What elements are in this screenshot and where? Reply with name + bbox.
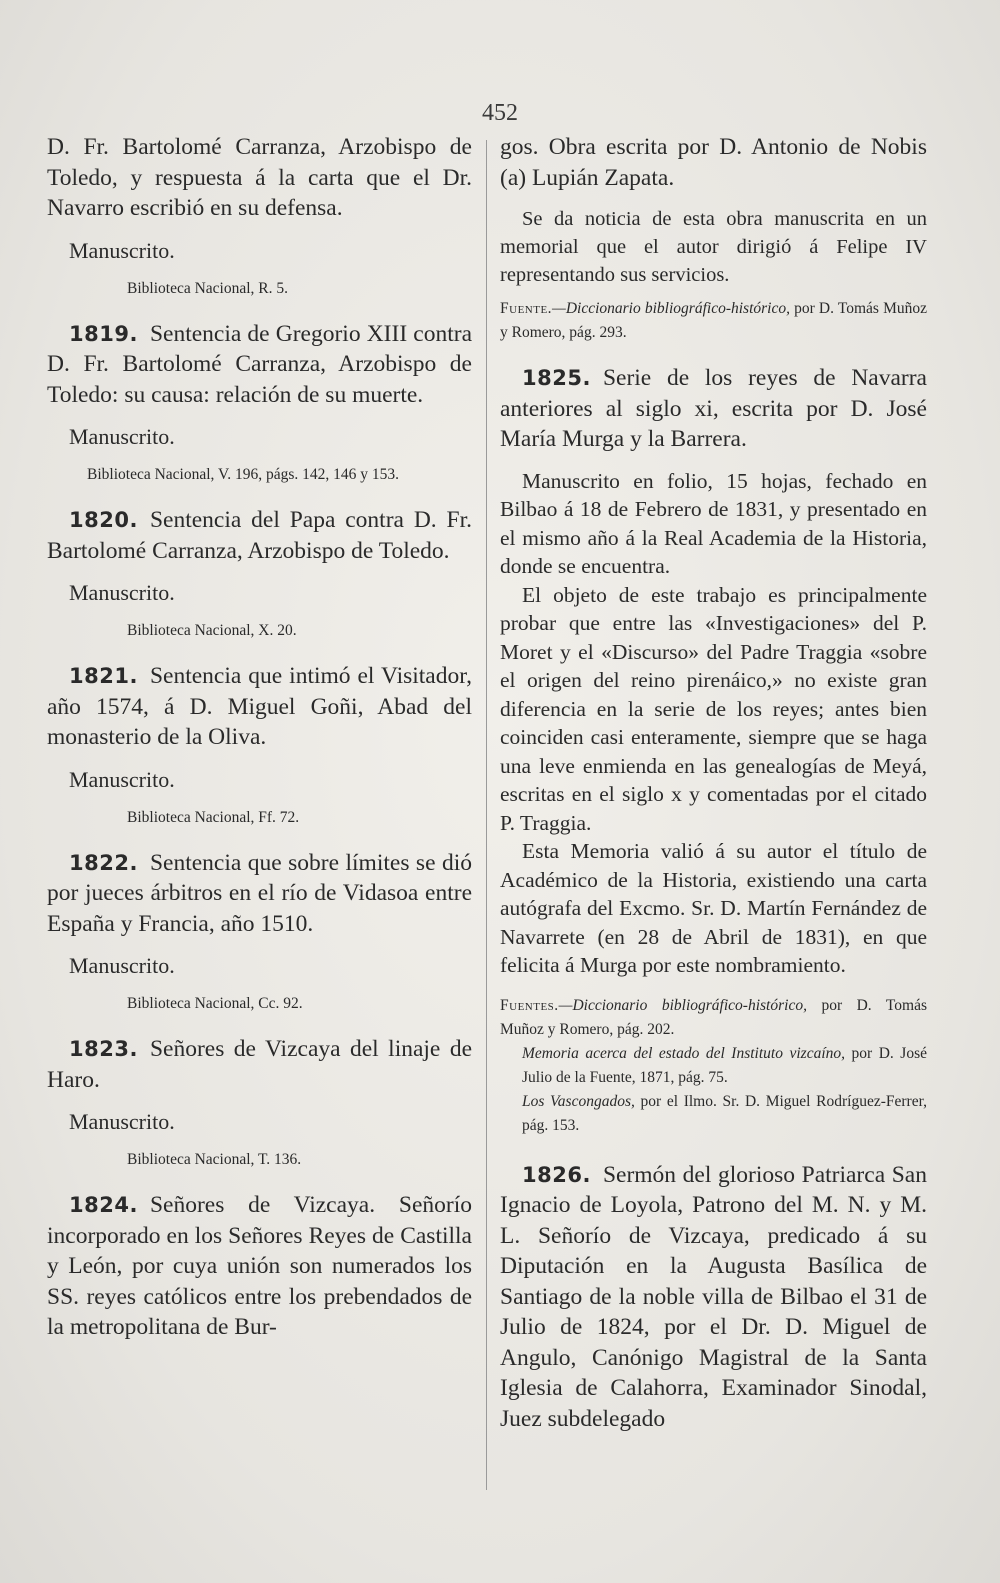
page-number: 452 xyxy=(482,100,518,126)
entry-number: 1823. xyxy=(69,1037,138,1061)
manuscript-label: Manuscrito. xyxy=(69,580,175,605)
column-divider xyxy=(486,140,487,1490)
source-detail: por D. José Julio de la Fuente, 1871, pág. 75. xyxy=(522,1044,927,1086)
library-reference: Biblioteca Nacional, Ff. 72. xyxy=(127,808,300,826)
entry-text: Sentencia de Gregorio XIII contra D. Fr. Bartolomé Carranza, Arzobispo de Toledo: su causa: relación de su muerte. xyxy=(47,320,472,408)
source-title: —Diccionario bibliográfico-histórico, xyxy=(552,300,790,317)
entry-number: 1820. xyxy=(69,508,138,532)
entry-number: 1826. xyxy=(522,1162,591,1187)
library-reference: Biblioteca Nacional, Cc. 92. xyxy=(127,995,303,1012)
manuscript-label: Manuscrito. xyxy=(69,766,175,792)
manuscript-label: Manuscrito. xyxy=(69,953,175,978)
library-reference: Biblioteca Nacional, X. 20. xyxy=(127,622,297,639)
entry-number: 1824. xyxy=(69,1193,138,1217)
catalog-entry-1826 xyxy=(500,1160,927,1435)
catalog-entry-1820 xyxy=(47,505,472,643)
source-title: Los Vascongados, xyxy=(522,1092,635,1110)
right-column xyxy=(500,132,927,1434)
catalog-entry-1823 xyxy=(47,1034,472,1172)
manuscript-label: Manuscrito. xyxy=(69,424,175,449)
source-lead: Fuentes. xyxy=(500,996,559,1014)
entry-text: Sermón del glorioso Patriarca San Ignacio de Loyola, Patrono del M. N. y M. L. Señorío de Vizcaya, predicado á su Diputación en la Augusta Basílica de Santiago de la noble villa de Bilbao el 31 de Julio de 1824, por el Dr. D. Miguel de Angulo, Canónigo Magistral de la Santa Iglesia de Calahorra, Examinador Sinodal, Juez subdelegado xyxy=(500,1161,927,1432)
source-detail: por el Ilmo. Sr. D. Miguel Rodríguez-Ferrer, pág. 153. xyxy=(522,1092,927,1134)
entry-text: Señores de Vizcaya del linaje de Haro. xyxy=(47,1036,472,1093)
source-title: Memoria acerca del estado del Instituto vizcaíno, xyxy=(522,1044,846,1062)
entry-text: Sentencia del Papa contra D. Fr. Bartolomé Carranza, Arzobispo de Toledo. xyxy=(47,507,472,564)
entry-note: Se da noticia de esta obra manuscrita en un memorial que el autor dirigió á Felipe IV representando sus servicios. xyxy=(500,208,927,286)
entry-number: 1825. xyxy=(522,366,591,390)
catalog-entry-1819 xyxy=(47,319,472,488)
entry-number: 1819. xyxy=(69,321,138,346)
library-reference: Biblioteca Nacional, V. 196, págs. 142, 146 y 153. xyxy=(87,466,399,483)
entry-number: 1821. xyxy=(69,664,138,688)
left-column xyxy=(47,132,472,1343)
entry-text: Sentencia que intimó el Visitador, año 1574, á D. Miguel Goñi, Abad del monasterio de la Oliva. xyxy=(47,663,472,750)
source-title: —Diccionario bibliográfico-histórico, xyxy=(558,996,807,1014)
source-citation xyxy=(500,297,927,345)
source-detail: por D. Tomás Muñoz y Romero, pág. 202. xyxy=(500,996,927,1038)
entry-paragraph: Esta Memoria valió á su autor el título de Académico de la Historia, existiendo una carta autógrafa del Excmo. Sr. D. Martín Fernández de Navarrete (en 28 de Abril de 1831), en que felicita á Murga por este nombramiento. xyxy=(500,839,927,977)
entry-paragraph: El objeto de este trabajo es principalmente probar que entre las «Investigaciones» del P. Moret y el «Discurso» del Padre Traggia «sobre el origen del reino pirenáico,» no existe gran diferencia en la serie de los reyes; antes bien coinciden casi enteramente, siempre que se haga una leve enmienda en las genealogías de Meyá, escritas en el siglo x y comentadas por el citado P. Traggia. xyxy=(500,582,927,835)
entry-text: Sentencia que sobre límites se dió por jueces árbitros en el río de Vidasoa entre España y Francia, año 1510. xyxy=(47,849,472,937)
source-citation xyxy=(500,994,927,1042)
catalog-entry-1824 xyxy=(47,1190,472,1343)
catalog-entry-1821 xyxy=(47,661,472,830)
library-reference: Biblioteca Nacional, R. 5. xyxy=(127,279,288,297)
catalog-entry-1822 xyxy=(47,848,472,1017)
entry-number: 1822. xyxy=(69,850,138,875)
entry-continuation: D. Fr. Bartolomé Carranza, Arzobispo de Toledo, y respuesta á la carta que el Dr. Navarro escribió en su defensa. xyxy=(47,134,472,221)
entry-text: Señores de Vizcaya. Señorío incorporado en los Señores Reyes de Castilla y León, por cuya unión son numerados los SS. reyes católicos entre los prebendados de la metropolitana de Bur- xyxy=(47,1192,472,1340)
source-lead: Fuente. xyxy=(500,300,553,317)
manuscript-label: Manuscrito. xyxy=(69,1109,175,1134)
source-citation xyxy=(522,1042,927,1090)
source-detail: por D. Tomás Muñoz y Romero, pág. 293. xyxy=(500,300,927,341)
source-citation xyxy=(522,1090,927,1138)
entry-paragraph: Manuscrito en folio, 15 hojas, fechado en Bilbao á 18 de Febrero de 1831, y presentado en el mismo año á la Real Academia de la Historia, donde se encuentra. xyxy=(500,468,927,578)
entry-continuation: gos. Obra escrita por D. Antonio de Nobis (a) Lupián Zapata. xyxy=(500,134,927,191)
library-reference: Biblioteca Nacional, T. 136. xyxy=(127,1151,302,1168)
catalog-entry-1825 xyxy=(500,363,927,1138)
manuscript-label: Manuscrito. xyxy=(69,237,175,263)
entry-text: Serie de los reyes de Navarra anteriores al siglo xi, escrita por D. José María Murga y la Barrera. xyxy=(500,365,927,452)
